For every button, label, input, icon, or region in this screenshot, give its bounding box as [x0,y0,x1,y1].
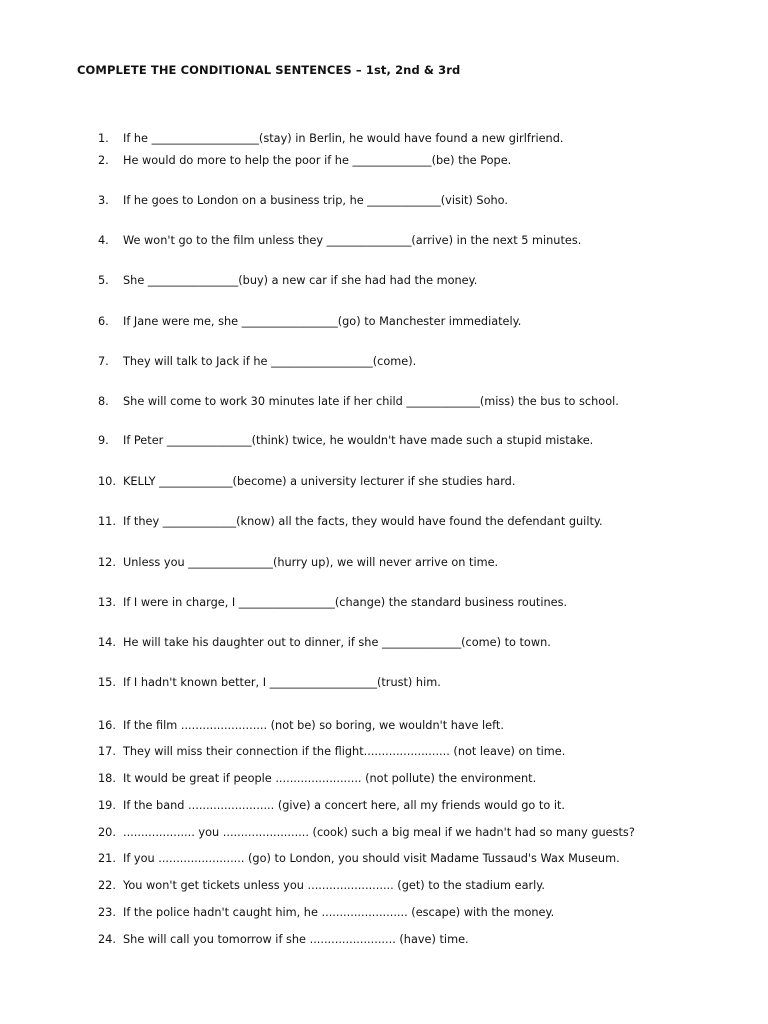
question-text: .................... you ........................ (cook) such a big meal if we hadn't had so many guests? [123,826,635,839]
question-text: You won't get tickets unless you ........................ (get) to the stadium early. [123,879,545,892]
question-number: 12. [98,556,116,569]
question-number: 7. [98,355,109,368]
question-item [98,395,619,409]
question-text: If the film ........................ (not be) so boring, we wouldn't have left. [123,719,504,732]
question-item [98,772,536,786]
question-item [98,676,441,690]
question-item [98,636,551,650]
question-item [98,154,511,168]
question-number: 4. [98,234,109,247]
question-text: She ________________(buy) a new car if she had had the money. [123,274,478,287]
question-text: If you ........................ (go) to London, you should visit Madame Tussaud's Wax Museum. [123,852,620,865]
question-number: 20. [98,826,116,839]
question-item [98,906,554,920]
question-item [98,852,620,866]
question-text: They will miss their connection if the flight........................ (not leave) on time. [123,745,566,758]
question-number: 21. [98,852,116,865]
question-text: If they _____________(know) all the facts, they would have found the defendant guilty. [123,515,603,528]
question-item [98,234,581,248]
question-number: 13. [98,596,116,609]
question-text: They will talk to Jack if he __________________(come). [123,355,417,368]
question-number: 14. [98,636,116,649]
question-text: KELLY _____________(become) a university lecturer if she studies hard. [123,475,516,488]
question-item [98,274,477,288]
question-item [98,132,563,146]
question-item [98,515,603,529]
question-text: If I hadn't known better, I ___________________(trust) him. [123,676,441,689]
question-item [98,194,508,208]
question-number: 16. [98,719,116,732]
question-item [98,745,565,759]
question-text: Unless you _______________(hurry up), we will never arrive on time. [123,556,499,569]
question-text: She will come to work 30 minutes late if her child _____________(miss) the bus to school. [123,395,619,408]
question-text: If he goes to London on a business trip, he _____________(visit) Soho. [123,194,508,207]
question-item [98,879,545,893]
question-number: 11. [98,515,116,528]
question-number: 24. [98,933,116,946]
question-number: 9. [98,434,109,447]
question-number: 5. [98,274,109,287]
worksheet-title: COMPLETE THE CONDITIONAL SENTENCES – 1st, 2nd & 3rd [77,63,461,77]
question-item [98,596,567,610]
question-text: She will call you tomorrow if she ........................ (have) time. [123,933,469,946]
question-number: 10. [98,475,116,488]
question-number: 2. [98,154,109,167]
question-item [98,826,635,840]
question-number: 18. [98,772,116,785]
question-text: If the band ........................ (give) a concert here, all my friends would go to it. [123,799,565,812]
question-item [98,475,515,489]
question-item [98,315,521,329]
question-text: If the police hadn't caught him, he ........................ (escape) with the money. [123,906,555,919]
question-text: If he ___________________(stay) in Berlin, he would have found a new girlfriend. [123,132,564,145]
question-text: We won't go to the film unless they _______________(arrive) in the next 5 minutes. [123,234,582,247]
question-item [98,355,416,369]
question-item [98,799,565,813]
question-text: He would do more to help the poor if he ______________(be) the Pope. [123,154,512,167]
question-number: 8. [98,395,109,408]
question-item [98,933,469,947]
question-number: 15. [98,676,116,689]
question-number: 19. [98,799,116,812]
question-item [98,434,593,448]
question-number: 6. [98,315,109,328]
question-text: He will take his daughter out to dinner, if she ______________(come) to town. [123,636,551,649]
question-text: If I were in charge, I _________________(change) the standard business routines. [123,596,568,609]
question-number: 23. [98,906,116,919]
question-text: If Jane were me, she _________________(go) to Manchester immediately. [123,315,522,328]
question-text: It would be great if people ........................ (not pollute) the environment. [123,772,537,785]
question-number: 17. [98,745,116,758]
question-number: 1. [98,132,109,145]
question-number: 3. [98,194,109,207]
question-number: 22. [98,879,116,892]
question-item [98,556,498,570]
question-item [98,719,504,733]
question-text: If Peter _______________(think) twice, he wouldn't have made such a stupid mistake. [123,434,594,447]
